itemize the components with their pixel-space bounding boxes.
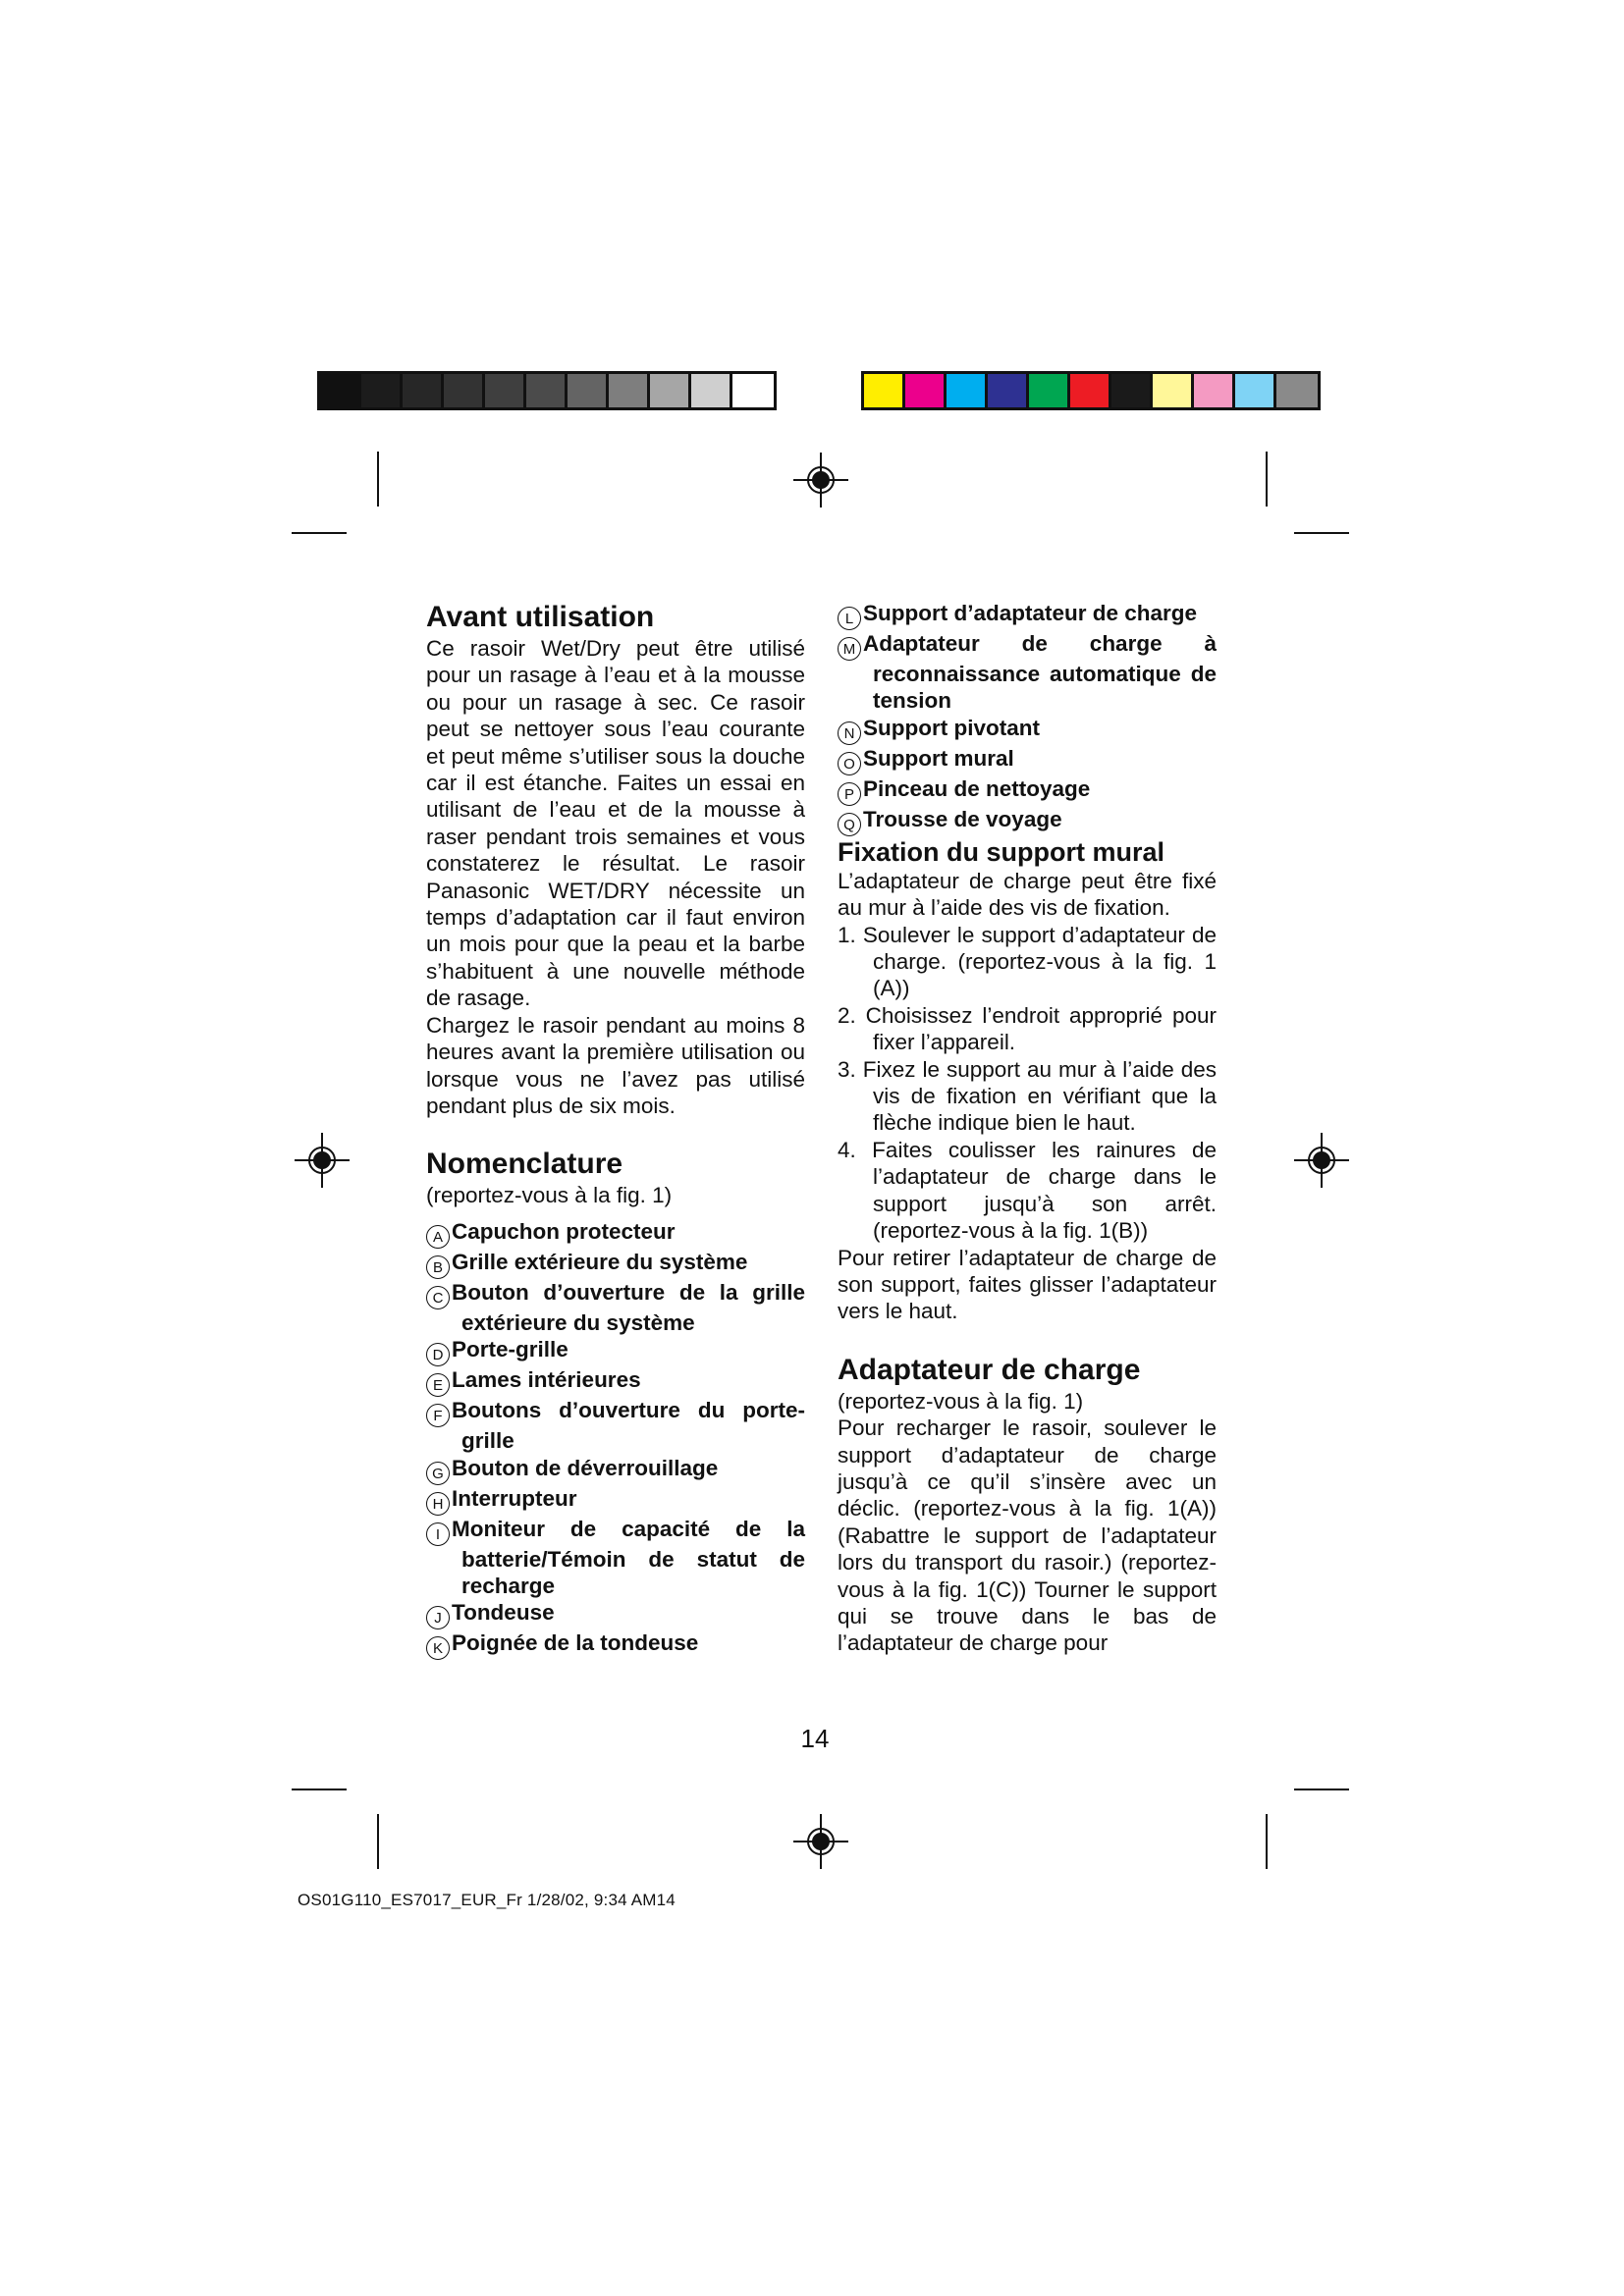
circled-letter-icon: E [426,1373,450,1397]
adaptateur-title: Adaptateur de charge [838,1353,1141,1386]
circled-letter-icon: A [426,1225,450,1249]
color-swatch [403,374,444,407]
circled-letter-icon: Q [838,813,861,836]
nomenclature-item [426,1629,805,1660]
crop-mark [377,452,379,507]
nomenclature-label: Trousse de voyage [863,806,1062,831]
registration-mark-icon [793,1814,848,1869]
color-swatch [526,374,568,407]
color-swatch [609,374,650,407]
nomenclature-item [426,1516,805,1600]
nomenclature-label: Support d’adaptateur de charge [863,601,1198,625]
circled-letter-icon: C [426,1286,450,1309]
adaptateur-paragraph: Pour recharger le rasoir, soulever le support d’adaptateur de charge jusqu’à ce qu’il s’insère avec un déclic. (reportez-vous à la fig. 1(A)) (Rabattre le support de l’adaptateur lors du transport du rasoir.) (reportez-vous à la fig. 1(C)) Tourner le support qui se trouve dans le bas de l’adaptateur de charge pour [838,1415,1217,1656]
crop-mark [292,1789,347,1790]
color-swatch [568,374,609,407]
circled-letter-icon: J [426,1606,450,1629]
crop-mark [1266,1814,1268,1869]
nomenclature-item [426,1218,805,1249]
nomenclature-item [838,806,1217,836]
nomenclature-item [426,1336,805,1366]
adaptateur-subtitle: (reportez-vous à la fig. 1) [838,1388,1084,1414]
fixation-step: 4. Faites coulisser les rainures de l’adaptateur de charge dans le support jusqu’à son arrêt. (reportez-vous à la fig. 1(B)) [838,1137,1217,1244]
color-swatch [444,374,485,407]
color-swatch [1153,374,1194,407]
crop-mark [1294,1789,1349,1790]
fixation-intro: L’adaptateur de charge peut être fixé au mur à l’aide des vis de fixation. [838,868,1217,921]
circled-letter-icon: B [426,1255,450,1279]
nomenclature-label: Poignée de la tondeuse [452,1630,699,1656]
fixation-steps [838,922,1217,1245]
nomenclature-label: Bouton de déverrouillage [452,1455,719,1480]
nomenclature-subtitle: (reportez-vous à la fig. 1) [426,1183,673,1208]
color-swatch [320,374,361,407]
left-column [426,600,805,1660]
nomenclature-item [838,600,1217,630]
color-swatch [1194,374,1235,407]
color-swatch [988,374,1029,407]
footer-slug: OS01G110_ES7017_EUR_Fr 1/28/02, 9:34 AM14 [298,1891,676,1909]
nomenclature-label: Adaptateur de charge à reconnaissance automatique de tension [863,631,1217,714]
avant-paragraph-2: Chargez le rasoir pendant au moins 8 heures avant la première utilisation ou lorsque vous ne l’avez pas utilisé pendant plus de six mois. [426,1012,805,1118]
nomenclature-title: Nomenclature [426,1148,623,1181]
nomenclature-label: Grille extérieure du système [452,1249,748,1274]
nomenclature-label: Lames intérieures [452,1367,641,1393]
crop-mark [1294,532,1349,534]
color-swatch [1276,374,1318,407]
nomenclature-label: Moniteur de capacité de la batterie/Témoin de statut de recharge [452,1516,805,1598]
nomenclature-item [426,1397,805,1454]
fixation-outro: Pour retirer l’adaptateur de charge de son support, faites glisser l’adaptateur vers le haut. [838,1245,1217,1324]
fixation-step: 2. Choisissez l’endroit approprié pour fixer l’appareil. [838,1002,1217,1055]
color-swatch [1070,374,1111,407]
nomenclature-item [426,1485,805,1516]
avant-paragraph-1: Ce rasoir Wet/Dry peut être utilisé pour un rasage à l’eau et à la mousse ou pour un rasage à sec. Ce rasoir peut se nettoyer sous l’eau courante et peut même s’utiliser sous la douche car il est étanche. Faites un essai en utilisant de l’eau et de la mousse à raser pendant trois semaines et vous constaterez le résultat. Le rasoir Panasonic WET/DRY nécessite un temps d’adaptation car il faut environ un mois pour que la peau et la barbe s’habituent à une nouvelle méthode de rasage. [426,636,805,1011]
color-swatch [485,374,526,407]
nomenclature-label: Pinceau de nettoyage [863,775,1091,801]
circled-letter-icon: H [426,1492,450,1516]
nomenclature-item [838,775,1217,806]
color-swatch [732,374,774,407]
color-bar [861,371,1321,410]
nomenclature-item [426,1366,805,1397]
grayscale-bar [317,371,777,410]
nomenclature-label: Support mural [863,745,1014,771]
fixation-title: Fixation du support mural [838,836,1165,867]
circled-letter-icon: G [426,1462,450,1485]
nomenclature-label: Bouton d’ouverture de la grille extérieure du système [452,1279,805,1335]
circled-letter-icon: M [838,637,861,661]
circled-letter-icon: F [426,1404,450,1427]
nomenclature-list-left [426,1218,805,1661]
nomenclature-label: Support pivotant [863,715,1040,740]
color-swatch [361,374,403,407]
nomenclature-item [838,745,1217,775]
registration-mark-icon [793,453,848,507]
color-swatch [1111,374,1153,407]
nomenclature-label: Tondeuse [452,1600,555,1626]
crop-mark [1266,452,1268,507]
circled-letter-icon: P [838,782,861,806]
right-column [838,600,1217,1657]
circled-letter-icon: O [838,752,861,775]
circled-letter-icon: D [426,1343,450,1366]
fixation-step: 1. Soulever le support d’adaptateur de charge. (reportez-vous à la fig. 1 (A)) [838,922,1217,1001]
color-swatch [1029,374,1070,407]
nomenclature-item [426,1249,805,1279]
color-swatch [691,374,732,407]
color-swatch [650,374,691,407]
crop-mark [292,532,347,534]
color-swatch [947,374,988,407]
nomenclature-list-right [838,600,1217,836]
nomenclature-label: Interrupteur [452,1485,577,1511]
color-swatch [905,374,947,407]
nomenclature-item [426,1279,805,1336]
nomenclature-item [838,715,1217,745]
circled-letter-icon: I [426,1522,450,1546]
nomenclature-label: Capuchon protecteur [452,1218,676,1244]
nomenclature-item [426,1455,805,1485]
circled-letter-icon: N [838,721,861,745]
avant-title: Avant utilisation [426,601,655,633]
registration-mark-icon [1294,1133,1349,1188]
fixation-step: 3. Fixez le support au mur à l’aide des vis de fixation en vérifiant que la flèche indique bien le haut. [838,1056,1217,1136]
color-swatch [864,374,905,407]
crop-mark [377,1814,379,1869]
nomenclature-item [838,630,1217,715]
page-number: 14 [800,1724,830,1753]
color-swatch [1235,374,1276,407]
nomenclature-label: Boutons d’ouverture du porte-grille [452,1398,805,1454]
nomenclature-item [426,1599,805,1629]
circled-letter-icon: L [838,607,861,630]
circled-letter-icon: K [426,1636,450,1660]
registration-mark-icon [295,1133,350,1188]
nomenclature-label: Porte-grille [452,1337,568,1362]
